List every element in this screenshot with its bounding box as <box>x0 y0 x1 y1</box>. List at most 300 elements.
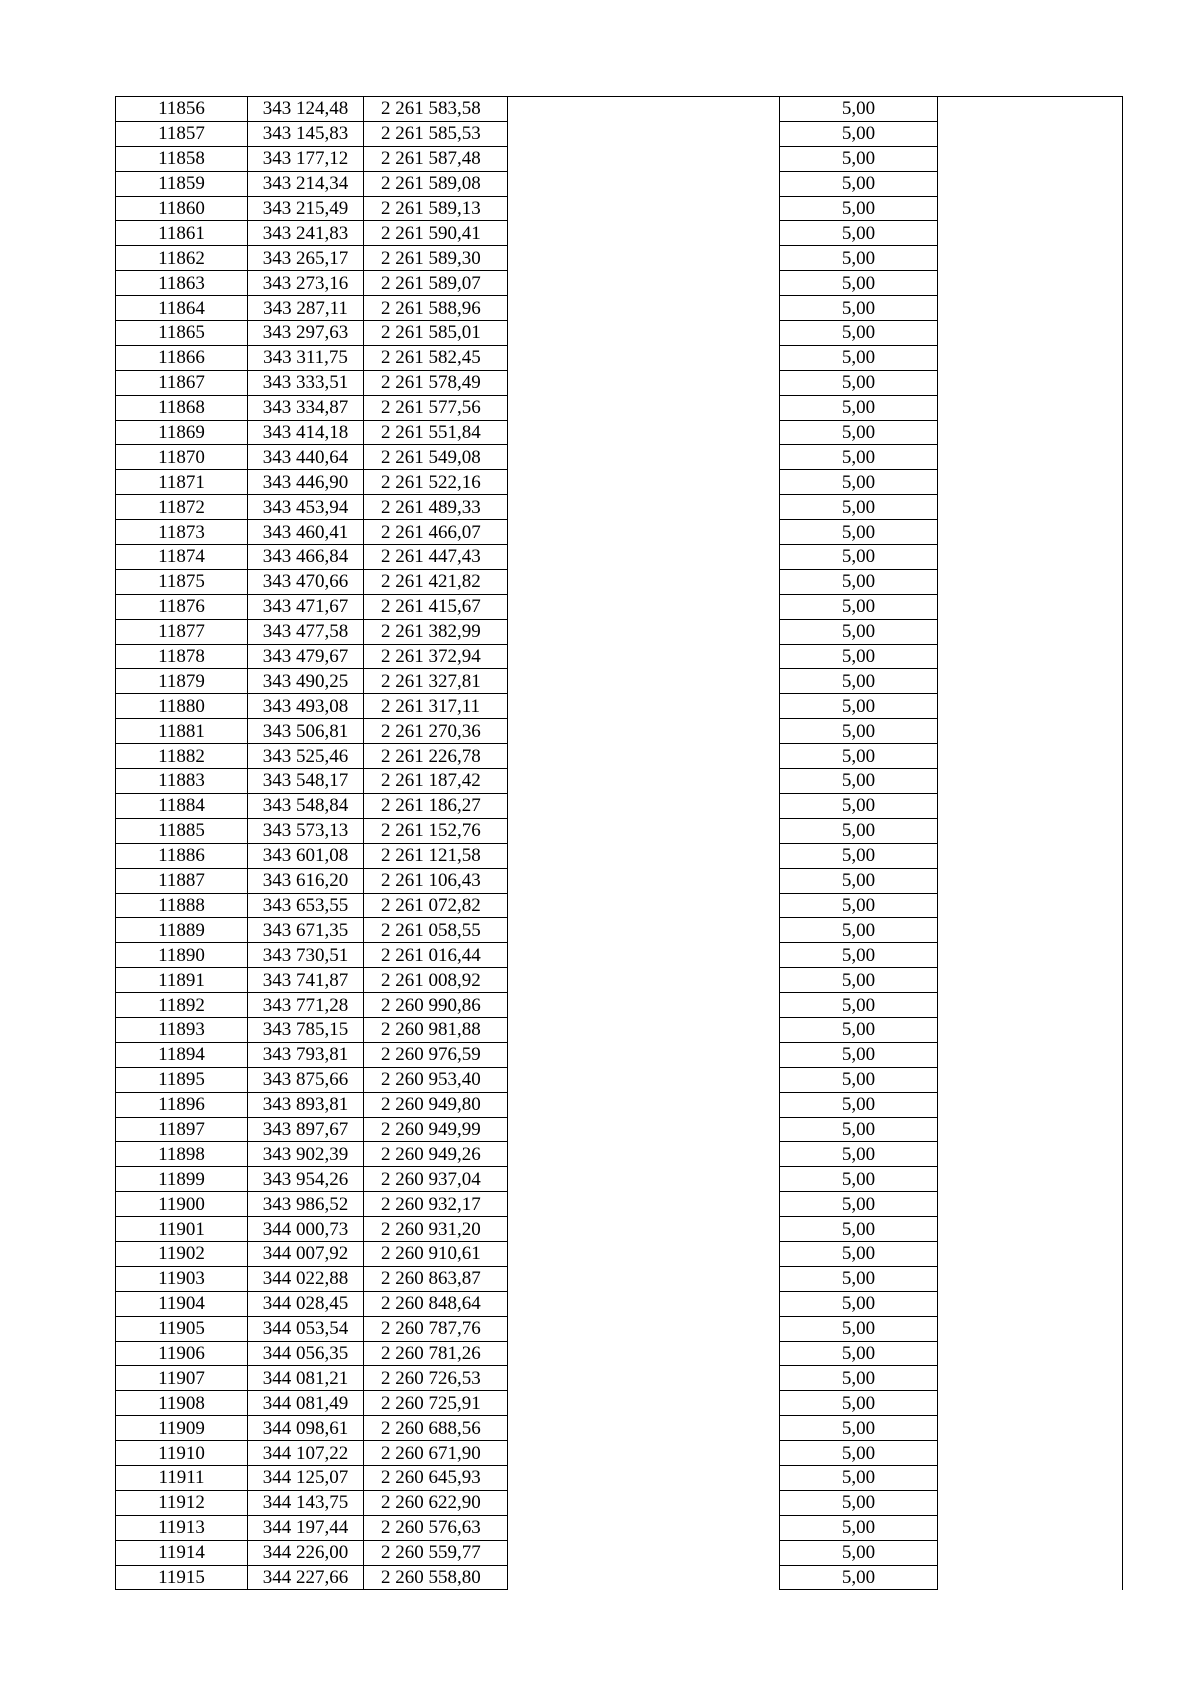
table-row <box>116 893 1123 918</box>
y-coordinate-cell: 2 260 863,87 <box>364 1266 508 1291</box>
value-cell: 5,00 <box>780 97 938 122</box>
y-coordinate-cell: 2 260 848,64 <box>364 1291 508 1316</box>
value-cell: 5,00 <box>780 495 938 520</box>
blank-cell <box>508 744 780 769</box>
point-number-cell: 11879 <box>116 669 248 694</box>
blank-cell-end <box>938 943 1123 968</box>
point-number-cell: 11878 <box>116 644 248 669</box>
point-number-cell: 11892 <box>116 993 248 1018</box>
y-coordinate-cell: 2 260 725,91 <box>364 1391 508 1416</box>
point-number-cell: 11899 <box>116 1167 248 1192</box>
value-cell: 5,00 <box>780 1366 938 1391</box>
blank-cell <box>508 1217 780 1242</box>
table-row <box>116 1092 1123 1117</box>
blank-cell <box>508 1017 780 1042</box>
x-coordinate-cell: 343 897,67 <box>248 1117 364 1142</box>
y-coordinate-cell: 2 260 910,61 <box>364 1241 508 1266</box>
x-coordinate-cell: 343 573,13 <box>248 818 364 843</box>
x-coordinate-cell: 344 226,00 <box>248 1540 364 1565</box>
point-number-cell: 11857 <box>116 121 248 146</box>
value-cell: 5,00 <box>780 545 938 570</box>
blank-cell-end <box>938 321 1123 346</box>
blank-cell <box>508 569 780 594</box>
point-number-cell: 11881 <box>116 719 248 744</box>
y-coordinate-cell: 2 260 688,56 <box>364 1416 508 1441</box>
blank-cell-end <box>938 1017 1123 1042</box>
table-row <box>116 1042 1123 1067</box>
blank-cell-end <box>938 1142 1123 1167</box>
blank-cell <box>508 644 780 669</box>
x-coordinate-cell: 344 007,92 <box>248 1241 364 1266</box>
table-row <box>116 744 1123 769</box>
x-coordinate-cell: 343 548,17 <box>248 769 364 794</box>
value-cell: 5,00 <box>780 420 938 445</box>
blank-cell <box>508 345 780 370</box>
x-coordinate-cell: 344 107,22 <box>248 1441 364 1466</box>
y-coordinate-cell: 2 260 931,20 <box>364 1217 508 1242</box>
blank-cell <box>508 470 780 495</box>
x-coordinate-cell: 343 479,67 <box>248 644 364 669</box>
table-row <box>116 271 1123 296</box>
blank-cell <box>508 843 780 868</box>
x-coordinate-cell: 343 466,84 <box>248 545 364 570</box>
blank-cell-end <box>938 1540 1123 1565</box>
point-number-cell: 11908 <box>116 1391 248 1416</box>
value-cell: 5,00 <box>780 196 938 221</box>
table-row <box>116 1067 1123 1092</box>
x-coordinate-cell: 343 297,63 <box>248 321 364 346</box>
y-coordinate-cell: 2 261 522,16 <box>364 470 508 495</box>
blank-cell-end <box>938 1316 1123 1341</box>
value-cell: 5,00 <box>780 594 938 619</box>
blank-cell <box>508 1416 780 1441</box>
blank-cell-end <box>938 395 1123 420</box>
point-number-cell: 11883 <box>116 769 248 794</box>
y-coordinate-cell: 2 261 583,58 <box>364 97 508 122</box>
point-number-cell: 11906 <box>116 1341 248 1366</box>
point-number-cell: 11895 <box>116 1067 248 1092</box>
blank-cell <box>508 893 780 918</box>
value-cell: 5,00 <box>780 719 938 744</box>
blank-cell-end <box>938 1241 1123 1266</box>
blank-cell-end <box>938 1117 1123 1142</box>
point-number-cell: 11865 <box>116 321 248 346</box>
point-number-cell: 11898 <box>116 1142 248 1167</box>
y-coordinate-cell: 2 260 981,88 <box>364 1017 508 1042</box>
point-number-cell: 11885 <box>116 818 248 843</box>
x-coordinate-cell: 343 453,94 <box>248 495 364 520</box>
y-coordinate-cell: 2 261 270,36 <box>364 719 508 744</box>
table-row <box>116 520 1123 545</box>
blank-cell <box>508 993 780 1018</box>
value-cell: 5,00 <box>780 1167 938 1192</box>
value-cell: 5,00 <box>780 1565 938 1590</box>
value-cell: 5,00 <box>780 520 938 545</box>
y-coordinate-cell: 2 261 121,58 <box>364 843 508 868</box>
coordinate-table <box>115 96 1123 1590</box>
y-coordinate-cell: 2 261 415,67 <box>364 594 508 619</box>
table-row <box>116 445 1123 470</box>
x-coordinate-cell: 343 241,83 <box>248 221 364 246</box>
blank-cell <box>508 1042 780 1067</box>
y-coordinate-cell: 2 260 932,17 <box>364 1192 508 1217</box>
table-row <box>116 1540 1123 1565</box>
table-row <box>116 1316 1123 1341</box>
point-number-cell: 11874 <box>116 545 248 570</box>
blank-cell-end <box>938 719 1123 744</box>
table-row <box>116 968 1123 993</box>
point-number-cell: 11913 <box>116 1515 248 1540</box>
x-coordinate-cell: 343 215,49 <box>248 196 364 221</box>
table-row <box>116 1217 1123 1242</box>
y-coordinate-cell: 2 261 106,43 <box>364 868 508 893</box>
x-coordinate-cell: 343 214,34 <box>248 171 364 196</box>
x-coordinate-cell: 343 177,12 <box>248 146 364 171</box>
blank-cell <box>508 669 780 694</box>
table-row <box>116 495 1123 520</box>
point-number-cell: 11862 <box>116 246 248 271</box>
x-coordinate-cell: 343 793,81 <box>248 1042 364 1067</box>
blank-cell-end <box>938 1067 1123 1092</box>
blank-cell-end <box>938 893 1123 918</box>
blank-cell <box>508 1565 780 1590</box>
y-coordinate-cell: 2 261 585,53 <box>364 121 508 146</box>
blank-cell <box>508 818 780 843</box>
blank-cell <box>508 395 780 420</box>
y-coordinate-cell: 2 261 590,41 <box>364 221 508 246</box>
blank-cell <box>508 1067 780 1092</box>
value-cell: 5,00 <box>780 1192 938 1217</box>
value-cell: 5,00 <box>780 694 938 719</box>
y-coordinate-cell: 2 260 953,40 <box>364 1067 508 1092</box>
blank-cell <box>508 968 780 993</box>
x-coordinate-cell: 343 771,28 <box>248 993 364 1018</box>
y-coordinate-cell: 2 261 327,81 <box>364 669 508 694</box>
value-cell: 5,00 <box>780 1391 938 1416</box>
x-coordinate-cell: 343 493,08 <box>248 694 364 719</box>
y-coordinate-cell: 2 260 949,80 <box>364 1092 508 1117</box>
blank-cell <box>508 1241 780 1266</box>
point-number-cell: 11907 <box>116 1366 248 1391</box>
table-row <box>116 1266 1123 1291</box>
y-coordinate-cell: 2 261 152,76 <box>364 818 508 843</box>
point-number-cell: 11909 <box>116 1416 248 1441</box>
table-row <box>116 345 1123 370</box>
point-number-cell: 11860 <box>116 196 248 221</box>
x-coordinate-cell: 344 028,45 <box>248 1291 364 1316</box>
blank-cell <box>508 769 780 794</box>
x-coordinate-cell: 343 893,81 <box>248 1092 364 1117</box>
blank-cell-end <box>938 445 1123 470</box>
value-cell: 5,00 <box>780 868 938 893</box>
point-number-cell: 11903 <box>116 1266 248 1291</box>
point-number-cell: 11905 <box>116 1316 248 1341</box>
value-cell: 5,00 <box>780 669 938 694</box>
blank-cell <box>508 221 780 246</box>
blank-cell <box>508 1142 780 1167</box>
table-row <box>116 868 1123 893</box>
point-number-cell: 11863 <box>116 271 248 296</box>
x-coordinate-cell: 343 273,16 <box>248 271 364 296</box>
value-cell: 5,00 <box>780 968 938 993</box>
coordinate-table-body <box>116 97 1123 1590</box>
blank-cell-end <box>938 1441 1123 1466</box>
blank-cell-end <box>938 744 1123 769</box>
blank-cell-end <box>938 271 1123 296</box>
x-coordinate-cell: 343 875,66 <box>248 1067 364 1092</box>
y-coordinate-cell: 2 261 447,43 <box>364 545 508 570</box>
table-row <box>116 993 1123 1018</box>
value-cell: 5,00 <box>780 1416 938 1441</box>
value-cell: 5,00 <box>780 345 938 370</box>
table-row <box>116 843 1123 868</box>
y-coordinate-cell: 2 260 558,80 <box>364 1565 508 1590</box>
value-cell: 5,00 <box>780 943 938 968</box>
table-row <box>116 196 1123 221</box>
value-cell: 5,00 <box>780 1291 938 1316</box>
value-cell: 5,00 <box>780 1017 938 1042</box>
y-coordinate-cell: 2 260 990,86 <box>364 993 508 1018</box>
blank-cell <box>508 271 780 296</box>
blank-cell-end <box>938 97 1123 122</box>
value-cell: 5,00 <box>780 171 938 196</box>
x-coordinate-cell: 344 056,35 <box>248 1341 364 1366</box>
table-row <box>116 594 1123 619</box>
y-coordinate-cell: 2 260 645,93 <box>364 1465 508 1490</box>
value-cell: 5,00 <box>780 993 938 1018</box>
table-row <box>116 644 1123 669</box>
x-coordinate-cell: 343 287,11 <box>248 296 364 321</box>
blank-cell <box>508 545 780 570</box>
y-coordinate-cell: 2 261 589,08 <box>364 171 508 196</box>
y-coordinate-cell: 2 261 551,84 <box>364 420 508 445</box>
x-coordinate-cell: 344 227,66 <box>248 1565 364 1590</box>
y-coordinate-cell: 2 261 072,82 <box>364 893 508 918</box>
table-row <box>116 470 1123 495</box>
x-coordinate-cell: 343 954,26 <box>248 1167 364 1192</box>
table-row <box>116 146 1123 171</box>
point-number-cell: 11914 <box>116 1540 248 1565</box>
x-coordinate-cell: 343 548,84 <box>248 793 364 818</box>
blank-cell-end <box>938 1515 1123 1540</box>
value-cell: 5,00 <box>780 1341 938 1366</box>
table-row <box>116 943 1123 968</box>
blank-cell <box>508 943 780 968</box>
blank-cell-end <box>938 420 1123 445</box>
blank-cell <box>508 520 780 545</box>
blank-cell <box>508 246 780 271</box>
x-coordinate-cell: 343 470,66 <box>248 569 364 594</box>
point-number-cell: 11868 <box>116 395 248 420</box>
blank-cell <box>508 196 780 221</box>
point-number-cell: 11856 <box>116 97 248 122</box>
blank-cell-end <box>938 1167 1123 1192</box>
point-number-cell: 11888 <box>116 893 248 918</box>
blank-cell <box>508 793 780 818</box>
y-coordinate-cell: 2 260 671,90 <box>364 1441 508 1466</box>
value-cell: 5,00 <box>780 569 938 594</box>
table-row <box>116 1341 1123 1366</box>
blank-cell-end <box>938 121 1123 146</box>
blank-cell <box>508 171 780 196</box>
x-coordinate-cell: 344 143,75 <box>248 1490 364 1515</box>
blank-cell-end <box>938 1465 1123 1490</box>
point-number-cell: 11912 <box>116 1490 248 1515</box>
blank-cell-end <box>938 146 1123 171</box>
blank-cell-end <box>938 843 1123 868</box>
table-row <box>116 818 1123 843</box>
blank-cell <box>508 868 780 893</box>
blank-cell-end <box>938 1391 1123 1416</box>
table-row <box>116 1391 1123 1416</box>
x-coordinate-cell: 343 311,75 <box>248 345 364 370</box>
value-cell: 5,00 <box>780 1316 938 1341</box>
value-cell: 5,00 <box>780 1441 938 1466</box>
value-cell: 5,00 <box>780 445 938 470</box>
point-number-cell: 11890 <box>116 943 248 968</box>
blank-cell-end <box>938 1092 1123 1117</box>
x-coordinate-cell: 343 616,20 <box>248 868 364 893</box>
point-number-cell: 11901 <box>116 1217 248 1242</box>
blank-cell-end <box>938 1490 1123 1515</box>
x-coordinate-cell: 343 653,55 <box>248 893 364 918</box>
y-coordinate-cell: 2 261 016,44 <box>364 943 508 968</box>
value-cell: 5,00 <box>780 1042 938 1067</box>
x-coordinate-cell: 343 986,52 <box>248 1192 364 1217</box>
blank-cell-end <box>938 1341 1123 1366</box>
blank-cell-end <box>938 1192 1123 1217</box>
point-number-cell: 11880 <box>116 694 248 719</box>
blank-cell <box>508 1515 780 1540</box>
blank-cell-end <box>938 793 1123 818</box>
point-number-cell: 11904 <box>116 1291 248 1316</box>
point-number-cell: 11910 <box>116 1441 248 1466</box>
table-row <box>116 918 1123 943</box>
y-coordinate-cell: 2 261 587,48 <box>364 146 508 171</box>
y-coordinate-cell: 2 260 781,26 <box>364 1341 508 1366</box>
table-row <box>116 1416 1123 1441</box>
y-coordinate-cell: 2 261 589,07 <box>364 271 508 296</box>
y-coordinate-cell: 2 261 008,92 <box>364 968 508 993</box>
x-coordinate-cell: 343 730,51 <box>248 943 364 968</box>
x-coordinate-cell: 343 460,41 <box>248 520 364 545</box>
blank-cell-end <box>938 1291 1123 1316</box>
point-number-cell: 11869 <box>116 420 248 445</box>
x-coordinate-cell: 343 333,51 <box>248 370 364 395</box>
x-coordinate-cell: 344 000,73 <box>248 1217 364 1242</box>
value-cell: 5,00 <box>780 1540 938 1565</box>
table-row <box>116 1241 1123 1266</box>
blank-cell <box>508 1366 780 1391</box>
blank-cell <box>508 321 780 346</box>
table-row <box>116 420 1123 445</box>
blank-cell-end <box>938 1217 1123 1242</box>
blank-cell-end <box>938 520 1123 545</box>
table-row <box>116 121 1123 146</box>
x-coordinate-cell: 344 022,88 <box>248 1266 364 1291</box>
table-row <box>116 1490 1123 1515</box>
y-coordinate-cell: 2 260 576,63 <box>364 1515 508 1540</box>
y-coordinate-cell: 2 260 726,53 <box>364 1366 508 1391</box>
blank-cell <box>508 296 780 321</box>
table-row <box>116 246 1123 271</box>
table-row <box>116 321 1123 346</box>
blank-cell <box>508 1316 780 1341</box>
x-coordinate-cell: 343 477,58 <box>248 619 364 644</box>
table-row <box>116 1117 1123 1142</box>
value-cell: 5,00 <box>780 818 938 843</box>
point-number-cell: 11872 <box>116 495 248 520</box>
value-cell: 5,00 <box>780 1142 938 1167</box>
x-coordinate-cell: 344 197,44 <box>248 1515 364 1540</box>
x-coordinate-cell: 343 525,46 <box>248 744 364 769</box>
point-number-cell: 11866 <box>116 345 248 370</box>
x-coordinate-cell: 344 125,07 <box>248 1465 364 1490</box>
blank-cell <box>508 370 780 395</box>
x-coordinate-cell: 343 902,39 <box>248 1142 364 1167</box>
x-coordinate-cell: 344 081,21 <box>248 1366 364 1391</box>
blank-cell <box>508 1490 780 1515</box>
point-number-cell: 11896 <box>116 1092 248 1117</box>
y-coordinate-cell: 2 260 949,26 <box>364 1142 508 1167</box>
point-number-cell: 11915 <box>116 1565 248 1590</box>
point-number-cell: 11884 <box>116 793 248 818</box>
table-row <box>116 370 1123 395</box>
y-coordinate-cell: 2 260 787,76 <box>364 1316 508 1341</box>
table-row <box>116 1142 1123 1167</box>
blank-cell <box>508 1465 780 1490</box>
y-coordinate-cell: 2 260 559,77 <box>364 1540 508 1565</box>
blank-cell <box>508 1266 780 1291</box>
value-cell: 5,00 <box>780 1117 938 1142</box>
x-coordinate-cell: 344 081,49 <box>248 1391 364 1416</box>
y-coordinate-cell: 2 261 317,11 <box>364 694 508 719</box>
blank-cell <box>508 1167 780 1192</box>
blank-cell <box>508 1441 780 1466</box>
blank-cell-end <box>938 619 1123 644</box>
blank-cell-end <box>938 495 1123 520</box>
blank-cell-end <box>938 545 1123 570</box>
blank-cell <box>508 1540 780 1565</box>
blank-cell <box>508 495 780 520</box>
x-coordinate-cell: 343 601,08 <box>248 843 364 868</box>
point-number-cell: 11882 <box>116 744 248 769</box>
value-cell: 5,00 <box>780 744 938 769</box>
blank-cell-end <box>938 221 1123 246</box>
table-row <box>116 1465 1123 1490</box>
value-cell: 5,00 <box>780 769 938 794</box>
point-number-cell: 11886 <box>116 843 248 868</box>
point-number-cell: 11871 <box>116 470 248 495</box>
y-coordinate-cell: 2 261 585,01 <box>364 321 508 346</box>
table-row <box>116 1192 1123 1217</box>
y-coordinate-cell: 2 261 421,82 <box>364 569 508 594</box>
blank-cell-end <box>938 594 1123 619</box>
x-coordinate-cell: 343 265,17 <box>248 246 364 271</box>
blank-cell-end <box>938 818 1123 843</box>
blank-cell-end <box>938 694 1123 719</box>
blank-cell-end <box>938 1266 1123 1291</box>
point-number-cell: 11859 <box>116 171 248 196</box>
x-coordinate-cell: 343 785,15 <box>248 1017 364 1042</box>
point-number-cell: 11861 <box>116 221 248 246</box>
y-coordinate-cell: 2 261 589,13 <box>364 196 508 221</box>
value-cell: 5,00 <box>780 370 938 395</box>
point-number-cell: 11876 <box>116 594 248 619</box>
value-cell: 5,00 <box>780 271 938 296</box>
x-coordinate-cell: 343 124,48 <box>248 97 364 122</box>
y-coordinate-cell: 2 261 577,56 <box>364 395 508 420</box>
